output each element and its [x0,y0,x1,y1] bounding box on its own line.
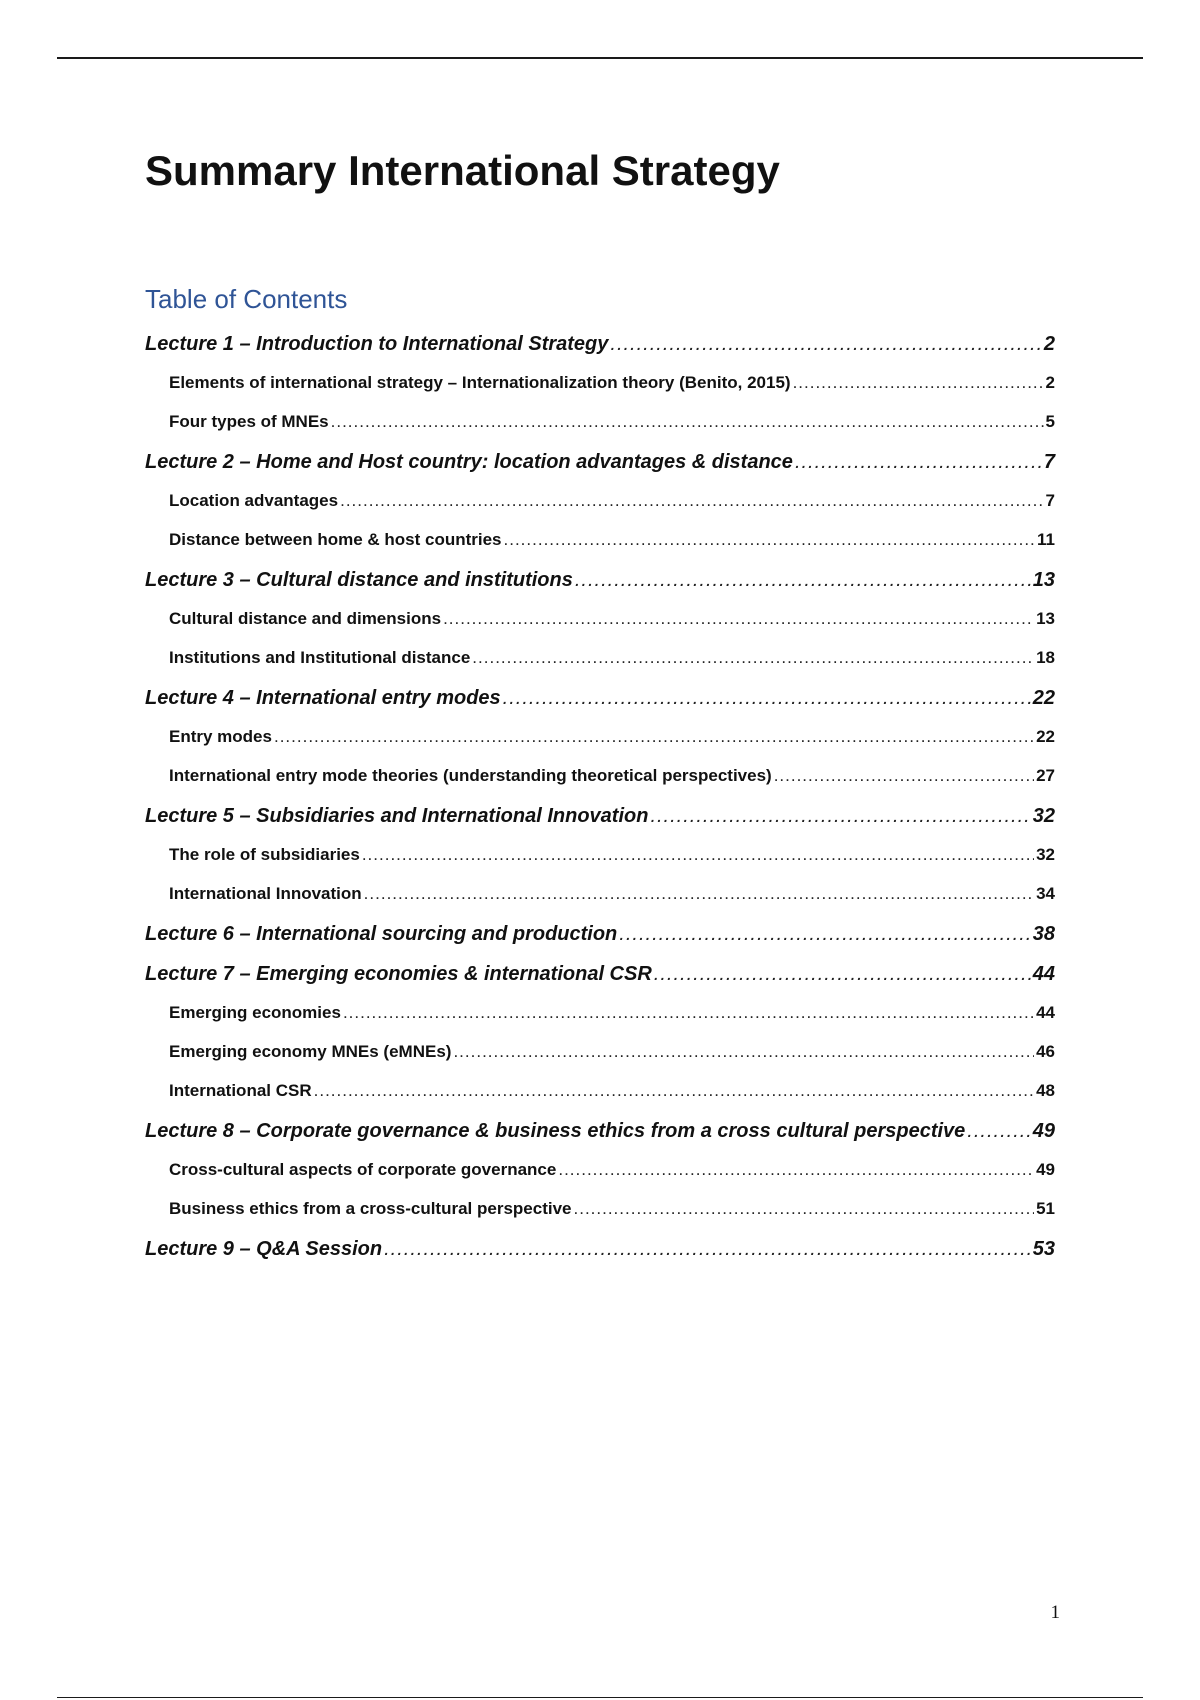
toc-entry-label: Lecture 7 – Emerging economies & international CSR [145,963,652,985]
toc-entry-label: The role of subsidiaries [169,845,360,864]
toc-entry-label: International CSR [169,1081,312,1100]
toc-entry-page: 49 [1032,1120,1055,1142]
dot-leader [364,884,1034,904]
toc-entry-entry-modes[interactable] [145,727,1055,766]
footer-rule [57,1697,1143,1698]
toc-entry-label: Lecture 9 – Q&A Session [145,1238,383,1260]
toc-entry-label: International entry mode theories (understanding theoretical perspectives) [169,766,772,785]
toc-entry-label: Emerging economies [169,1003,341,1022]
toc-entry-distance-between-countries[interactable] [145,530,1055,569]
toc-entry-page: 2 [1043,333,1055,355]
dot-leader [343,1003,1034,1023]
toc-entry-four-types-of-mnes[interactable] [145,412,1055,451]
toc-entry-page: 22 [1032,687,1055,709]
toc-entry-page: 51 [1036,1199,1055,1218]
toc-entry-page: 13 [1036,609,1055,628]
toc-entry-label: Lecture 3 – Cultural distance and institutions [145,569,573,591]
toc-entry-lecture-3[interactable] [145,569,1055,609]
dot-leader [558,1160,1034,1180]
dot-leader [362,845,1034,865]
toc-entry-page: 18 [1036,648,1055,667]
toc-entry-international-csr[interactable] [145,1081,1055,1120]
header-rule [57,57,1143,59]
toc-entry-entry-mode-theories[interactable] [145,766,1055,805]
toc-entry-page: 32 [1036,845,1055,864]
toc-entry-page: 13 [1032,569,1055,591]
toc-entry-international-innovation[interactable] [145,884,1055,923]
toc-entry-lecture-9[interactable] [145,1238,1055,1278]
page-number: 1 [1050,1602,1060,1623]
toc-entry-label: Cultural distance and dimensions [169,609,442,628]
toc-entry-page: 44 [1036,1003,1055,1022]
dot-leader [443,609,1034,629]
toc-entry-page: 27 [1036,766,1055,785]
toc-entry-lecture-4[interactable] [145,687,1055,727]
dot-leader [472,648,1034,668]
dot-leader [793,373,1044,393]
toc-entry-location-advantages[interactable] [145,491,1055,530]
table-of-contents [145,333,1055,1278]
toc-entry-corporate-governance[interactable] [145,1160,1055,1199]
toc-entry-page: 32 [1032,805,1055,827]
toc-entry-role-of-subsidiaries[interactable] [145,845,1055,884]
toc-entry-label: Cross-cultural aspects of corporate governance [169,1160,557,1179]
toc-entry-label: International Innovation [169,884,362,903]
dot-leader [654,963,1031,986]
toc-entry-emerging-economies[interactable] [145,1003,1055,1042]
dot-leader [384,1238,1031,1261]
dot-leader [504,530,1036,550]
toc-entry-page: 34 [1036,884,1055,903]
toc-entry-page: 5 [1045,412,1055,431]
toc-entry-label: Elements of international strategy – Internationalization theory (Benito, 2015) [169,373,791,392]
toc-entry-label: Lecture 1 – Introduction to International Strategy [145,333,609,355]
dot-leader [340,491,1043,511]
toc-entry-label: Lecture 2 – Home and Host country: location advantages & distance [145,451,793,473]
toc-entry-label: Entry modes [169,727,272,746]
toc-entry-label: Lecture 4 – International entry modes [145,687,501,709]
toc-entry-label: Business ethics from a cross-cultural perspective [169,1199,572,1218]
toc-entry-emerging-economy-mnes[interactable] [145,1042,1055,1081]
toc-entry-lecture-5[interactable] [145,805,1055,845]
dot-leader [331,412,1044,432]
toc-entry-label: Lecture 6 – International sourcing and production [145,923,618,945]
toc-entry-label: Four types of MNEs [169,412,329,431]
toc-entry-page: 38 [1032,923,1055,945]
toc-entry-cultural-distance[interactable] [145,609,1055,648]
toc-entry-page: 11 [1037,530,1055,549]
dot-leader [274,727,1034,747]
toc-entry-lecture-6[interactable] [145,923,1055,963]
toc-entry-elements-of-international-strategy[interactable] [145,373,1055,412]
dot-leader [650,805,1030,828]
dot-leader [314,1081,1034,1101]
document-title: Summary International Strategy [145,147,780,194]
toc-entry-page: 22 [1036,727,1055,746]
toc-heading: Table of Contents [145,284,348,314]
toc-entry-lecture-7[interactable] [145,963,1055,1003]
toc-entry-page: 7 [1043,451,1055,473]
toc-entry-institutions[interactable] [145,648,1055,687]
dot-leader [795,451,1042,474]
dot-leader [503,687,1031,710]
toc-entry-lecture-1[interactable] [145,333,1055,373]
toc-entry-page: 46 [1036,1042,1055,1061]
dot-leader [774,766,1034,786]
toc-entry-business-ethics[interactable] [145,1199,1055,1238]
toc-entry-label: Distance between home & host countries [169,530,502,549]
dot-leader [610,333,1041,356]
toc-entry-page: 44 [1032,963,1055,985]
dot-leader [575,569,1031,592]
dot-leader [619,923,1030,946]
toc-entry-label: Emerging economy MNEs (eMNEs) [169,1042,452,1061]
dot-leader [967,1120,1030,1143]
toc-entry-label: Lecture 8 – Corporate governance & business ethics from a cross cultural perspective [145,1120,966,1142]
toc-entry-lecture-8[interactable] [145,1120,1055,1160]
toc-entry-page: 2 [1045,373,1055,392]
toc-entry-page: 48 [1036,1081,1055,1100]
toc-entry-label: Location advantages [169,491,339,510]
toc-entry-page: 7 [1045,491,1055,510]
dot-leader [574,1199,1035,1219]
dot-leader [453,1042,1034,1062]
toc-entry-page: 53 [1032,1238,1055,1260]
toc-entry-page: 49 [1036,1160,1055,1179]
toc-entry-lecture-2[interactable] [145,451,1055,491]
toc-entry-label: Institutions and Institutional distance [169,648,471,667]
toc-entry-label: Lecture 5 – Subsidiaries and International Innovation [145,805,649,827]
